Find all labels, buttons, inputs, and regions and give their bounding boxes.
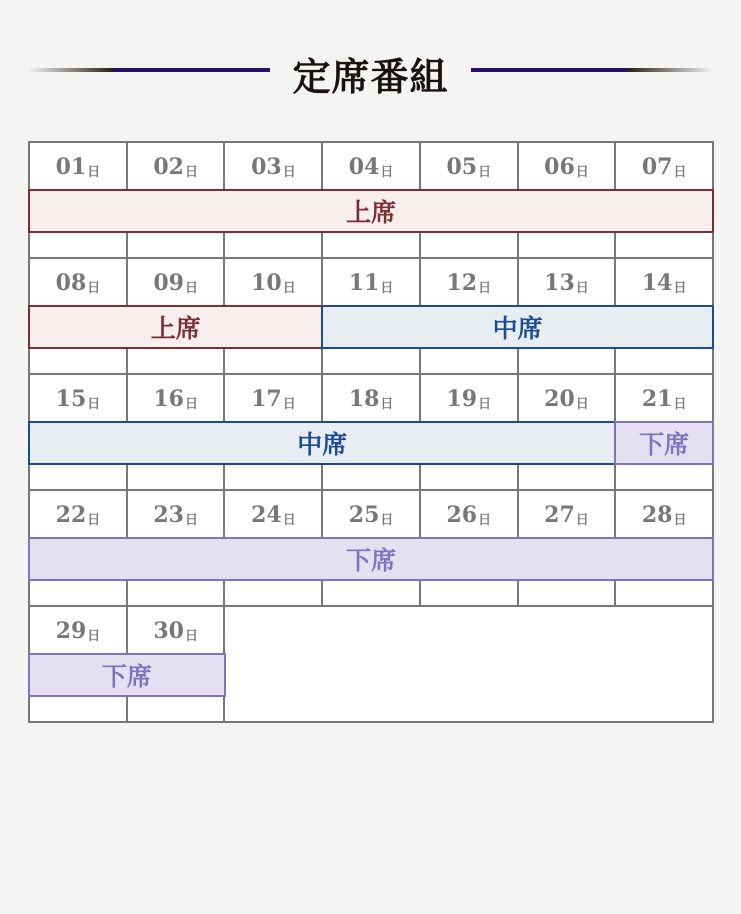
date-number: 24 (251, 502, 282, 528)
date-number: 10 (251, 270, 282, 296)
day-suffix: 日 (478, 396, 492, 412)
date-number: 17 (251, 386, 282, 412)
empty-cell (223, 463, 323, 491)
date-number: 07 (641, 154, 673, 180)
day-suffix: 日 (87, 628, 101, 644)
date-cell-2 (126, 141, 226, 193)
date-cell-27 (517, 489, 617, 541)
empty-cell (223, 347, 323, 375)
empty-cell (126, 463, 226, 491)
date-cell-17 (223, 373, 323, 425)
date-number: 20 (544, 386, 575, 412)
date-number: 11 (348, 270, 380, 296)
day-suffix: 日 (380, 512, 394, 528)
date-cell-24 (223, 489, 323, 541)
empty-cell (28, 579, 128, 607)
empty-cell (614, 347, 714, 375)
date-number: 02 (153, 154, 184, 180)
date-cell-15 (28, 373, 128, 425)
empty-cell (321, 347, 421, 375)
day-suffix: 日 (478, 280, 492, 296)
empty-cell (28, 347, 128, 375)
date-number: 30 (153, 618, 184, 644)
date-number: 15 (55, 386, 87, 412)
day-suffix: 日 (575, 280, 589, 296)
program-label: 下席 (101, 662, 152, 691)
empty-cell (223, 579, 323, 607)
program-band-middle[interactable] (321, 305, 714, 349)
date-cell-8 (28, 257, 128, 309)
empty-cell (517, 231, 617, 259)
date-cell-5 (419, 141, 519, 193)
program-band-lower[interactable] (28, 653, 226, 697)
date-number: 18 (348, 386, 380, 412)
program-label: 下席 (639, 430, 690, 459)
date-cell-23 (126, 489, 226, 541)
date-number: 16 (153, 386, 184, 412)
date-number: 23 (153, 502, 184, 528)
day-suffix: 日 (673, 164, 687, 180)
date-cell-12 (419, 257, 519, 309)
empty-cell (419, 347, 519, 375)
day-suffix: 日 (184, 164, 198, 180)
date-number: 05 (446, 154, 478, 180)
date-number: 08 (55, 270, 87, 296)
date-cell-9 (126, 257, 226, 309)
day-suffix: 日 (184, 512, 198, 528)
day-suffix: 日 (282, 396, 296, 412)
date-number: 03 (251, 154, 282, 180)
day-suffix: 日 (478, 164, 492, 180)
date-number: 22 (55, 502, 87, 528)
day-suffix: 日 (673, 280, 687, 296)
empty-cell (321, 579, 421, 607)
date-number: 25 (348, 502, 380, 528)
date-cell-14 (614, 257, 714, 309)
day-suffix: 日 (575, 396, 589, 412)
date-cell-7 (614, 141, 714, 193)
date-number: 14 (641, 270, 673, 296)
program-band-middle[interactable] (28, 421, 617, 465)
day-suffix: 日 (380, 280, 394, 296)
program-label: 上席 (150, 314, 201, 343)
date-cell-22 (28, 489, 128, 541)
program-label: 中席 (297, 430, 348, 459)
date-number: 13 (544, 270, 575, 296)
empty-cell (517, 579, 617, 607)
day-suffix: 日 (673, 512, 687, 528)
date-number: 21 (641, 386, 673, 412)
day-suffix: 日 (184, 396, 198, 412)
program-band-upper[interactable] (28, 189, 714, 233)
empty-cell (126, 347, 226, 375)
date-cell-11 (321, 257, 421, 309)
date-cell-20 (517, 373, 617, 425)
empty-area (223, 605, 714, 723)
date-number: 01 (55, 154, 87, 180)
empty-cell (223, 231, 323, 259)
date-number: 27 (544, 502, 575, 528)
date-cell-16 (126, 373, 226, 425)
day-suffix: 日 (87, 280, 101, 296)
empty-cell (614, 231, 714, 259)
date-number: 29 (55, 618, 87, 644)
day-suffix: 日 (282, 512, 296, 528)
empty-cell (419, 579, 519, 607)
date-cell-1 (28, 141, 128, 193)
date-cell-3 (223, 141, 323, 193)
day-suffix: 日 (380, 164, 394, 180)
day-suffix: 日 (87, 164, 101, 180)
day-suffix: 日 (87, 396, 101, 412)
day-suffix: 日 (575, 164, 589, 180)
date-number: 04 (348, 154, 380, 180)
empty-cell (28, 695, 128, 723)
empty-cell (126, 231, 226, 259)
date-cell-19 (419, 373, 519, 425)
day-suffix: 日 (282, 280, 296, 296)
program-band-lower[interactable] (614, 421, 714, 465)
empty-cell (614, 579, 714, 607)
empty-cell (321, 463, 421, 491)
empty-cell (517, 463, 617, 491)
empty-cell (614, 463, 714, 491)
date-cell-10 (223, 257, 323, 309)
page-title: 定席番組 (292, 54, 449, 99)
empty-cell (419, 463, 519, 491)
program-band-upper[interactable] (28, 305, 323, 349)
empty-cell (126, 695, 226, 723)
empty-cell (126, 579, 226, 607)
date-cell-18 (321, 373, 421, 425)
date-number: 06 (544, 154, 575, 180)
date-cell-6 (517, 141, 617, 193)
day-suffix: 日 (673, 396, 687, 412)
title-rule-right (471, 68, 713, 72)
empty-cell (419, 231, 519, 259)
date-number: 09 (153, 270, 184, 296)
date-cell-26 (419, 489, 519, 541)
day-suffix: 日 (380, 396, 394, 412)
date-number: 28 (641, 502, 673, 528)
program-label: 中席 (492, 314, 543, 343)
date-number: 19 (446, 386, 478, 412)
date-number: 12 (446, 270, 478, 296)
empty-cell (517, 347, 617, 375)
empty-cell (28, 463, 128, 491)
date-cell-28 (614, 489, 714, 541)
program-label: 下席 (346, 546, 397, 575)
date-number: 26 (446, 502, 478, 528)
date-cell-21 (614, 373, 714, 425)
date-cell-4 (321, 141, 421, 193)
day-suffix: 日 (282, 164, 296, 180)
day-suffix: 日 (478, 512, 492, 528)
date-cell-29 (28, 605, 128, 657)
date-cell-25 (321, 489, 421, 541)
day-suffix: 日 (184, 280, 198, 296)
day-suffix: 日 (575, 512, 589, 528)
date-cell-30 (126, 605, 226, 657)
program-label: 上席 (346, 198, 397, 227)
empty-cell (321, 231, 421, 259)
day-suffix: 日 (184, 628, 198, 644)
date-cell-13 (517, 257, 617, 309)
empty-cell (28, 231, 128, 259)
day-suffix: 日 (87, 512, 101, 528)
program-band-lower[interactable] (28, 537, 714, 581)
